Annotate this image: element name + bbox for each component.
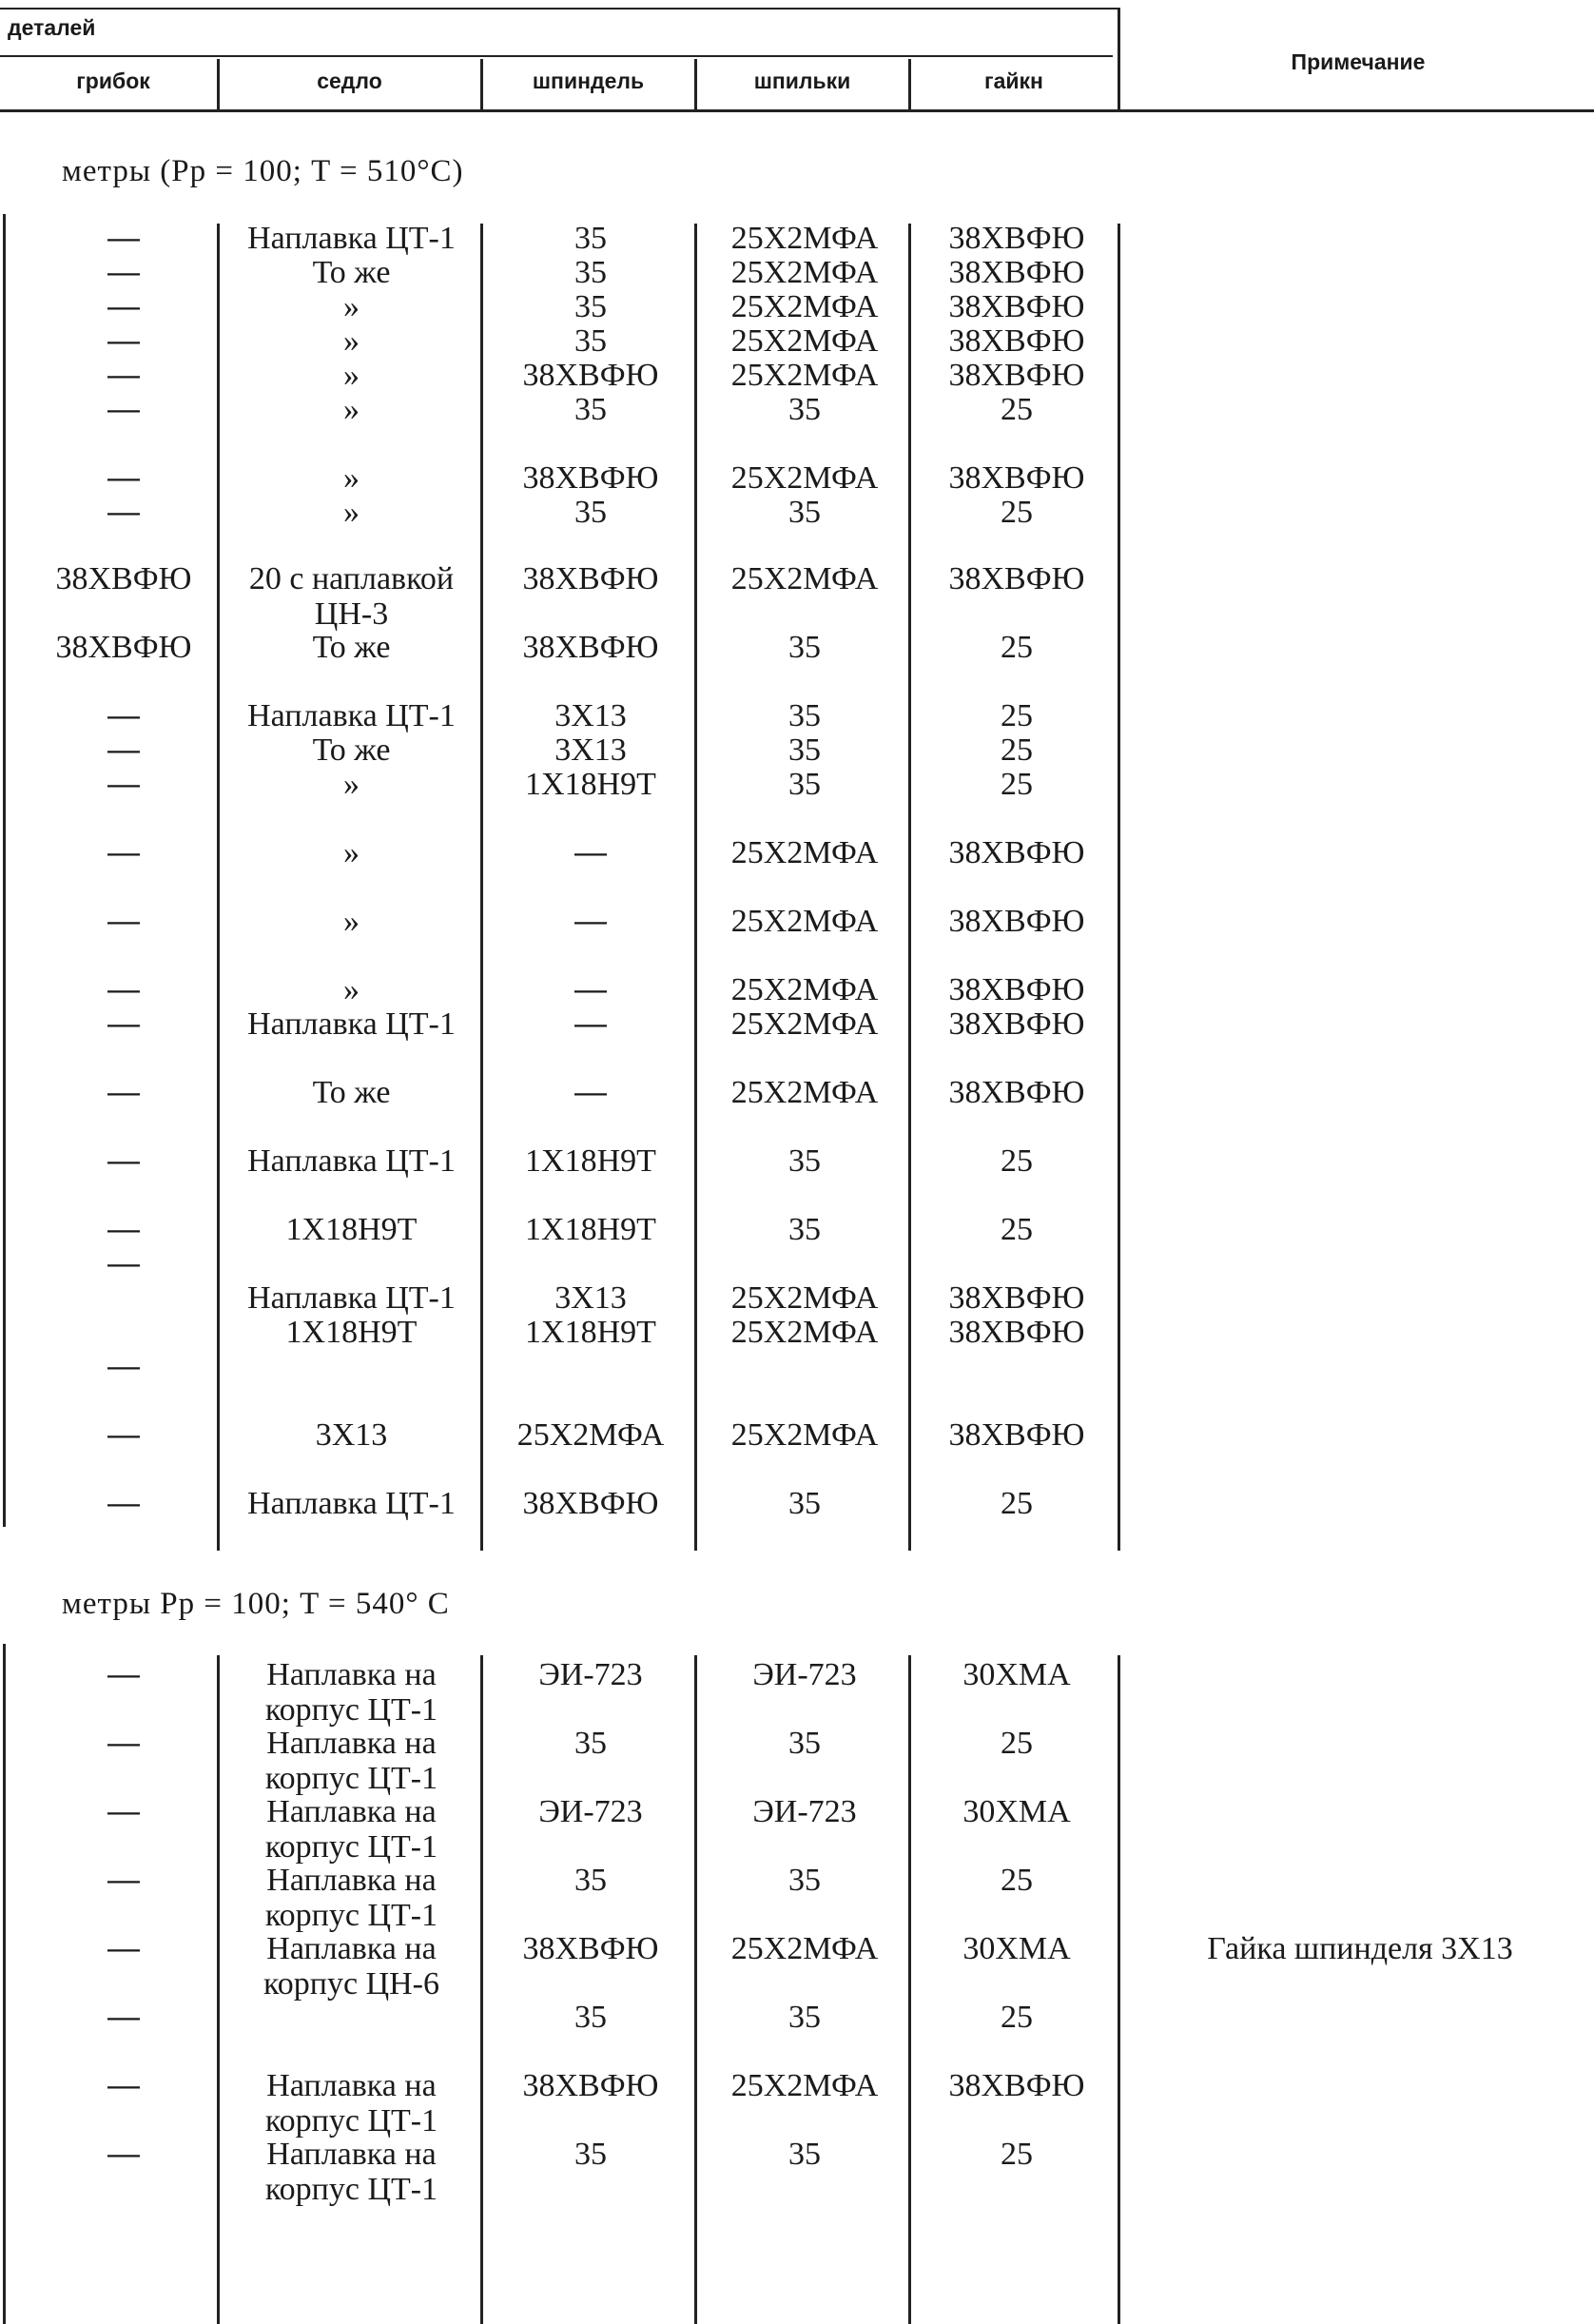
cell-shpindel: 3Х13 (554, 732, 627, 768)
cell-shpilki: 25Х2МФА (730, 561, 879, 596)
section-1-title: метры (Pр = 100; T = 510°C) (62, 154, 464, 188)
cell-sedlo: Наплавка на корпус ЦН-6 (262, 1931, 439, 2002)
cell-gaiki: 25 (1001, 392, 1033, 427)
cell-sedlo: Наплавка на корпус ЦТ-1 (264, 1794, 438, 1865)
cell-sedlo: » (343, 904, 360, 939)
cell-gribok: — (107, 766, 140, 802)
cell-gaiki: 25 (1001, 2137, 1033, 2172)
cell-shpindel: — (574, 971, 607, 1007)
cell-shpindel: 38ХВФЮ (522, 2068, 659, 2103)
cell-sedlo: » (343, 495, 360, 530)
cell-gribok: — (107, 391, 140, 427)
cell-gribok: — (107, 1862, 140, 1898)
cell-shpindel: 38ХВФЮ (522, 630, 659, 665)
cell-gaiki: 25 (1001, 698, 1033, 733)
cell-gribok: — (107, 1725, 140, 1761)
cell-gribok: — (107, 1348, 140, 1384)
cell-shpilki: 35 (788, 1486, 821, 1521)
cell-gribok: — (107, 2067, 140, 2103)
cell-gribok: — (107, 1006, 140, 1042)
cell-gribok: — (107, 1245, 140, 1281)
cell-shpindel: 35 (574, 255, 607, 290)
cell-shpindel: 38ХВФЮ (522, 561, 659, 596)
cell-gribok: — (107, 1485, 140, 1521)
cell-sedlo: Наплавка ЦТ-1 (247, 698, 456, 733)
cell-gribok: — (107, 1211, 140, 1247)
cell-shpindel: — (574, 834, 607, 870)
cell-gaiki: 38ХВФЮ (948, 561, 1085, 596)
cell-gaiki: 25 (1001, 1143, 1033, 1179)
cell-shpilki: 25Х2МФА (730, 1075, 879, 1110)
cell-sedlo: 20 с наплавкой ЦН-3 (248, 561, 455, 632)
cell-gaiki: 30ХМА (962, 1794, 1071, 1829)
cell-sedlo: » (343, 460, 360, 496)
cell-gribok: — (107, 220, 140, 256)
cell-shpilki: 35 (788, 732, 821, 768)
cell-gribok: — (107, 1074, 140, 1110)
col-header-gribok: грибок (76, 68, 150, 93)
section-2-title: метры Pр = 100; T = 540° C (62, 1587, 450, 1621)
cell-gribok: — (107, 459, 140, 496)
cell-shpindel: 38ХВФЮ (522, 460, 659, 496)
header-right-divider (1118, 8, 1120, 110)
cell-gribok: — (107, 971, 140, 1007)
cell-gaiki: 38ХВФЮ (948, 1006, 1085, 1042)
cell-gribok: — (107, 1656, 140, 1692)
cell-shpilki: 25Х2МФА (730, 255, 879, 290)
cell-sedlo: То же (312, 1075, 391, 1110)
cell-shpindel: 3Х13 (554, 698, 627, 733)
cell-gribok: — (107, 834, 140, 870)
cell-gaiki: 25 (1001, 1726, 1033, 1761)
cell-shpilki: 25Х2МФА (730, 358, 879, 393)
header-group-label: деталей (8, 15, 96, 40)
cell-gaiki: 38ХВФЮ (948, 1417, 1085, 1453)
cell-shpilki: ЭИ-723 (752, 1794, 857, 1829)
cell-sedlo: Наплавка на корпус ЦТ-1 (264, 2068, 438, 2138)
cell-shpindel: 1Х18Н9Т (525, 767, 656, 802)
cell-shpindel: 1Х18Н9Т (525, 1315, 656, 1350)
cell-gaiki: 25 (1001, 1486, 1033, 1521)
cell-sedlo: Наплавка на корпус ЦТ-1 (264, 2137, 438, 2207)
cell-gaiki: 30ХМА (962, 1931, 1071, 1966)
cell-sedlo: 1Х18Н9Т (285, 1212, 418, 1247)
cell-sedlo: » (343, 323, 360, 359)
cell-shpilki: 35 (788, 495, 821, 530)
cell-gaiki: 38ХВФЮ (948, 2068, 1085, 2103)
cell-shpilki: 35 (788, 1863, 821, 1898)
cell-shpilki: 25Х2МФА (730, 2068, 879, 2103)
cell-gaiki: 38ХВФЮ (948, 1280, 1085, 1316)
cell-sedlo: Наплавка ЦТ-1 (247, 1006, 456, 1042)
cell-gaiki: 25 (1001, 1212, 1033, 1247)
cell-sedlo: » (343, 289, 360, 324)
cell-sedlo: » (343, 392, 360, 427)
cell-gribok: — (107, 357, 140, 393)
cell-gribok: — (107, 254, 140, 290)
cell-shpindel: 35 (574, 2137, 607, 2172)
cell-gaiki: 25 (1001, 767, 1033, 802)
cell-shpilki: 25Х2МФА (730, 221, 879, 256)
cell-gaiki: 25 (1001, 2000, 1033, 2035)
cell-gribok: — (107, 697, 140, 733)
cell-sedlo: Наплавка ЦТ-1 (247, 1486, 456, 1521)
cell-gaiki: 38ХВФЮ (948, 323, 1085, 359)
cell-gribok: — (107, 288, 140, 324)
cell-gribok: — (107, 2136, 140, 2172)
header-mid-rule (0, 55, 1113, 57)
cell-note: Гайка шпинделя 3Х13 (1207, 1931, 1513, 1966)
cell-gribok: — (107, 903, 140, 939)
cell-shpindel: 35 (574, 392, 607, 427)
cell-sedlo: » (343, 835, 360, 870)
s2-left-edge (3, 1644, 6, 2324)
cell-gribok: — (107, 1930, 140, 1966)
cell-gribok: — (107, 1793, 140, 1829)
cell-sedlo: То же (312, 255, 391, 290)
cell-gaiki: 38ХВФЮ (948, 255, 1085, 290)
cell-sedlo: 3Х13 (315, 1417, 388, 1453)
cell-sedlo: Наплавка ЦТ-1 (247, 221, 456, 256)
cell-shpindel: 25Х2МФА (516, 1417, 665, 1453)
cell-gribok: — (107, 322, 140, 359)
cell-shpilki: 35 (788, 392, 821, 427)
cell-shpindel: 35 (574, 495, 607, 530)
cell-shpindel: 35 (574, 323, 607, 359)
cell-shpindel: 38ХВФЮ (522, 1486, 659, 1521)
cell-gaiki: 38ХВФЮ (948, 1315, 1085, 1350)
cell-shpindel: 35 (574, 1863, 607, 1898)
cell-gaiki: 38ХВФЮ (948, 358, 1085, 393)
cell-sedlo: Наплавка на корпус ЦТ-1 (264, 1657, 438, 1728)
cell-shpindel: 1Х18Н9Т (525, 1212, 656, 1247)
cell-shpilki: 25Х2МФА (730, 972, 879, 1007)
cell-shpindel: 38ХВФЮ (522, 1931, 659, 1966)
cell-gaiki: 25 (1001, 495, 1033, 530)
cell-shpindel: — (574, 1074, 607, 1110)
col-header-shpindel: шпиндель (532, 68, 645, 93)
cell-shpilki: 35 (788, 698, 821, 733)
cell-shpindel: 35 (574, 2000, 607, 2035)
cell-shpilki: ЭИ-723 (752, 1657, 857, 1692)
col-header-gaiki: гайкн (984, 68, 1043, 93)
cell-sedlo: » (343, 972, 360, 1007)
cell-shpindel: 35 (574, 289, 607, 324)
header-bottom-rule (0, 109, 1594, 112)
cell-shpindel: — (574, 903, 607, 939)
cell-gribok: 38ХВФЮ (55, 630, 192, 665)
cell-gaiki: 25 (1001, 1863, 1033, 1898)
cell-sedlo: То же (312, 630, 391, 665)
cell-gaiki: 25 (1001, 630, 1033, 665)
col-header-shpilki: шпильки (753, 68, 851, 93)
cell-gribok: — (107, 1416, 140, 1453)
cell-gaiki: 38ХВФЮ (948, 972, 1085, 1007)
cell-shpilki: 25Х2МФА (730, 1280, 879, 1316)
cell-shpilki: 35 (788, 767, 821, 802)
cell-shpilki: 35 (788, 2000, 821, 2035)
cell-shpindel: 3Х13 (554, 1280, 627, 1316)
cell-gaiki: 38ХВФЮ (948, 221, 1085, 256)
col-header-note: Примечание (1291, 49, 1426, 74)
cell-shpindel: — (574, 1006, 607, 1042)
cell-shpilki: 25Х2МФА (730, 1931, 879, 1966)
cell-shpilki: 25Х2МФА (730, 1417, 879, 1453)
cell-shpilki: 25Х2МФА (730, 1006, 879, 1042)
cell-gaiki: 38ХВФЮ (948, 835, 1085, 870)
cell-gribok: — (107, 1999, 140, 2035)
cell-shpindel: 38ХВФЮ (522, 358, 659, 393)
cell-gaiki: 38ХВФЮ (948, 460, 1085, 496)
cell-shpindel: 35 (574, 221, 607, 256)
cell-sedlo: » (343, 358, 360, 393)
cell-gaiki: 38ХВФЮ (948, 904, 1085, 939)
cell-shpilki: 35 (788, 1143, 821, 1179)
cell-shpindel: 1Х18Н9Т (525, 1143, 656, 1179)
cell-shpilki: 25Х2МФА (730, 904, 879, 939)
cell-shpilki: 35 (788, 630, 821, 665)
cell-shpilki: 25Х2МФА (730, 289, 879, 324)
cell-shpindel: ЭИ-723 (538, 1794, 643, 1829)
cell-sedlo: То же (312, 732, 391, 768)
cell-shpilki: 25Х2МФА (730, 835, 879, 870)
s1-left-edge (3, 214, 6, 1527)
cell-sedlo: Наплавка ЦТ-1 (247, 1143, 456, 1179)
cell-sedlo: Наплавка ЦТ-1 (247, 1280, 456, 1316)
cell-shpilki: 25Х2МФА (730, 1315, 879, 1350)
cell-shpindel: ЭИ-723 (538, 1657, 643, 1692)
cell-gaiki: 38ХВФЮ (948, 1075, 1085, 1110)
cell-shpindel: 35 (574, 1726, 607, 1761)
cell-shpilki: 25Х2МФА (730, 460, 879, 496)
cell-sedlo: 1Х18Н9Т (285, 1315, 418, 1350)
cell-sedlo: » (343, 767, 360, 802)
cell-gribok: 38ХВФЮ (55, 561, 192, 596)
cell-gaiki: 25 (1001, 732, 1033, 768)
cell-shpilki: 35 (788, 2137, 821, 2172)
cell-gribok: — (107, 1142, 140, 1179)
header-top-rule (0, 8, 1118, 10)
cell-gribok: — (107, 494, 140, 530)
cell-gribok: — (107, 732, 140, 768)
cell-shpilki: 35 (788, 1212, 821, 1247)
cell-gaiki: 30ХМА (962, 1657, 1071, 1692)
cell-sedlo: Наплавка на корпус ЦТ-1 (264, 1863, 438, 1933)
cell-sedlo: Наплавка на корпус ЦТ-1 (264, 1726, 438, 1796)
cell-shpilki: 35 (788, 1726, 821, 1761)
cell-gaiki: 38ХВФЮ (948, 289, 1085, 324)
col-header-sedlo: седло (317, 68, 382, 93)
cell-shpilki: 25Х2МФА (730, 323, 879, 359)
